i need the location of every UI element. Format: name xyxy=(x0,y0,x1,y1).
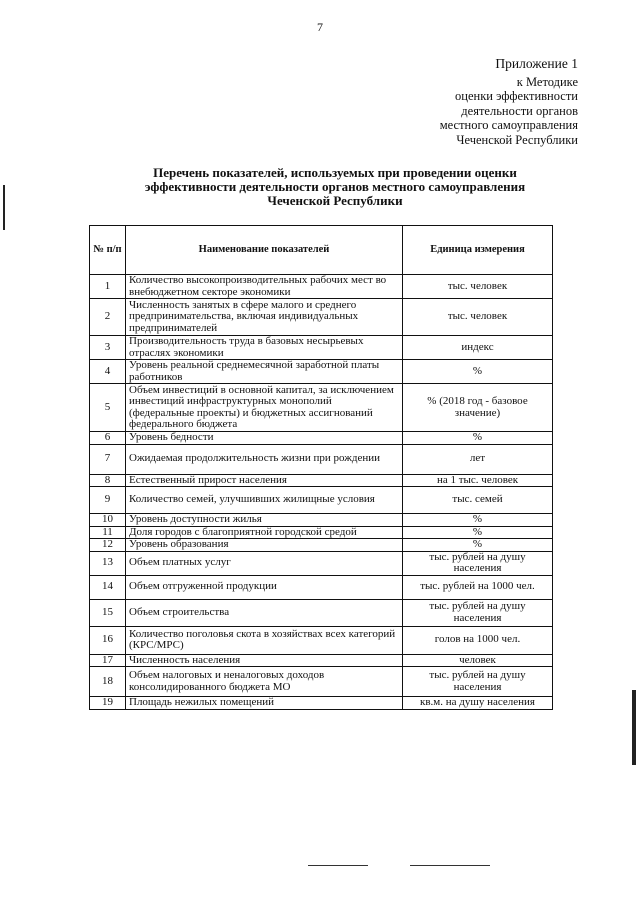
row-number: 17 xyxy=(90,654,126,667)
indicator-name: Численность населения xyxy=(126,654,403,667)
measure-unit: тыс. рублей на душу населения xyxy=(403,599,553,626)
indicator-name: Уровень бедности xyxy=(126,432,403,445)
table-row xyxy=(90,384,553,432)
row-number: 13 xyxy=(90,551,126,575)
measure-unit: на 1 тыс. человек xyxy=(403,474,553,487)
indicator-name: Количество поголовья скота в хозяйствах всех категорий (КРС/МРС) xyxy=(126,626,403,654)
measure-unit: % (2018 год - базовое значение) xyxy=(403,384,553,432)
table-row xyxy=(90,474,553,487)
table-row xyxy=(90,487,553,514)
table-body xyxy=(90,275,553,710)
measure-unit: % xyxy=(403,432,553,445)
row-number: 7 xyxy=(90,444,126,474)
scan-margin-mark xyxy=(3,185,5,230)
table-header-row xyxy=(90,226,553,275)
indicator-name: Количество высокопроизводительных рабочих мест во внебюджетном секторе экономики xyxy=(126,275,403,299)
measure-unit: тыс. человек xyxy=(403,275,553,299)
indicators-table xyxy=(89,225,553,710)
title-line: Перечень показателей, используемых при проведении оценки xyxy=(153,165,517,180)
indicator-name: Объем платных услуг xyxy=(126,551,403,575)
row-number: 12 xyxy=(90,539,126,552)
appendix-line: к Методике xyxy=(516,74,578,89)
scan-margin-mark xyxy=(632,690,636,765)
appendix-line: деятельности органов xyxy=(461,103,578,118)
indicator-name: Уровень образования xyxy=(126,539,403,552)
indicator-name: Площадь нежилых помещений xyxy=(126,697,403,710)
indicator-name: Количество семей, улучшивших жилищные условия xyxy=(126,487,403,514)
scan-bottom-line xyxy=(308,865,368,866)
measure-unit: % xyxy=(403,360,553,384)
measure-unit: тыс. рублей на 1000 чел. xyxy=(403,575,553,599)
row-number: 9 xyxy=(90,487,126,514)
table-row xyxy=(90,697,553,710)
measure-unit: индекс xyxy=(403,336,553,360)
appendix-line: местного самоуправления xyxy=(439,118,578,132)
row-number: 5 xyxy=(90,384,126,432)
table-row xyxy=(90,299,553,336)
table-row xyxy=(90,444,553,474)
header-num: № п/п xyxy=(90,226,126,275)
table-row xyxy=(90,599,553,626)
measure-unit: % xyxy=(403,526,553,539)
document-title xyxy=(100,166,570,208)
indicator-name: Доля городов с благоприятной городской средой xyxy=(126,526,403,539)
table-row xyxy=(90,336,553,360)
measure-unit: тыс. семей xyxy=(403,487,553,514)
measure-unit: тыс. рублей на душу населения xyxy=(403,667,553,697)
row-number: 11 xyxy=(90,526,126,539)
row-number: 14 xyxy=(90,575,126,599)
row-number: 15 xyxy=(90,599,126,626)
appendix-line: Чеченской Республики xyxy=(456,132,578,147)
measure-unit: кв.м. на душу населения xyxy=(403,697,553,710)
indicator-name: Уровень доступности жилья xyxy=(126,514,403,527)
appendix-line: оценки эффективности xyxy=(455,89,578,103)
title-line: эффективности деятельности органов местного самоуправления xyxy=(144,179,526,194)
indicator-name: Объем отгруженной продукции xyxy=(126,575,403,599)
row-number: 1 xyxy=(90,275,126,299)
title-line: Чеченской Республики xyxy=(267,193,403,208)
indicator-name: Производительность труда в базовых несырьевых отраслях экономики xyxy=(126,336,403,360)
table-row xyxy=(90,551,553,575)
table-row xyxy=(90,667,553,697)
row-number: 8 xyxy=(90,474,126,487)
scan-bottom-line xyxy=(410,865,490,866)
row-number: 6 xyxy=(90,432,126,445)
indicator-name: Объем налоговых и неналоговых доходов консолидированного бюджета МО xyxy=(126,667,403,697)
table-row xyxy=(90,539,553,552)
row-number: 18 xyxy=(90,667,126,697)
measure-unit: тыс. рублей на душу населения xyxy=(403,551,553,575)
appendix-note xyxy=(318,57,578,147)
measure-unit: % xyxy=(403,514,553,527)
measure-unit: тыс. человек xyxy=(403,299,553,336)
indicator-name: Ожидаемая продолжительность жизни при рождении xyxy=(126,444,403,474)
row-number: 19 xyxy=(90,697,126,710)
measure-unit: лет xyxy=(403,444,553,474)
header-name: Наименование показателей xyxy=(126,226,403,275)
header-unit: Единица измерения xyxy=(403,226,553,275)
table-row xyxy=(90,432,553,445)
row-number: 16 xyxy=(90,626,126,654)
measure-unit: человек xyxy=(403,654,553,667)
appendix-line: Приложение 1 xyxy=(495,56,578,71)
table-row xyxy=(90,360,553,384)
page-number: 7 xyxy=(317,20,323,34)
measure-unit: голов на 1000 чел. xyxy=(403,626,553,654)
measure-unit: % xyxy=(403,539,553,552)
row-number: 10 xyxy=(90,514,126,527)
indicator-name: Объем строительства xyxy=(126,599,403,626)
table-row xyxy=(90,514,553,527)
indicator-name: Уровень реальной среднемесячной заработной платы работников xyxy=(126,360,403,384)
table-row xyxy=(90,654,553,667)
table-row xyxy=(90,626,553,654)
indicator-name: Объем инвестиций в основной капитал, за исключением инвестиций инфраструктурных монополий (федеральные проекты) и бюджетных ассигнований федерального бюджета xyxy=(126,384,403,432)
row-number: 3 xyxy=(90,336,126,360)
row-number: 2 xyxy=(90,299,126,336)
table-row xyxy=(90,575,553,599)
indicator-name: Естественный прирост населения xyxy=(126,474,403,487)
row-number: 4 xyxy=(90,360,126,384)
indicator-name: Численность занятых в сфере малого и среднего предпринимательства, включая индивидуальных предпринимателей xyxy=(126,299,403,336)
table-row xyxy=(90,526,553,539)
table-row xyxy=(90,275,553,299)
